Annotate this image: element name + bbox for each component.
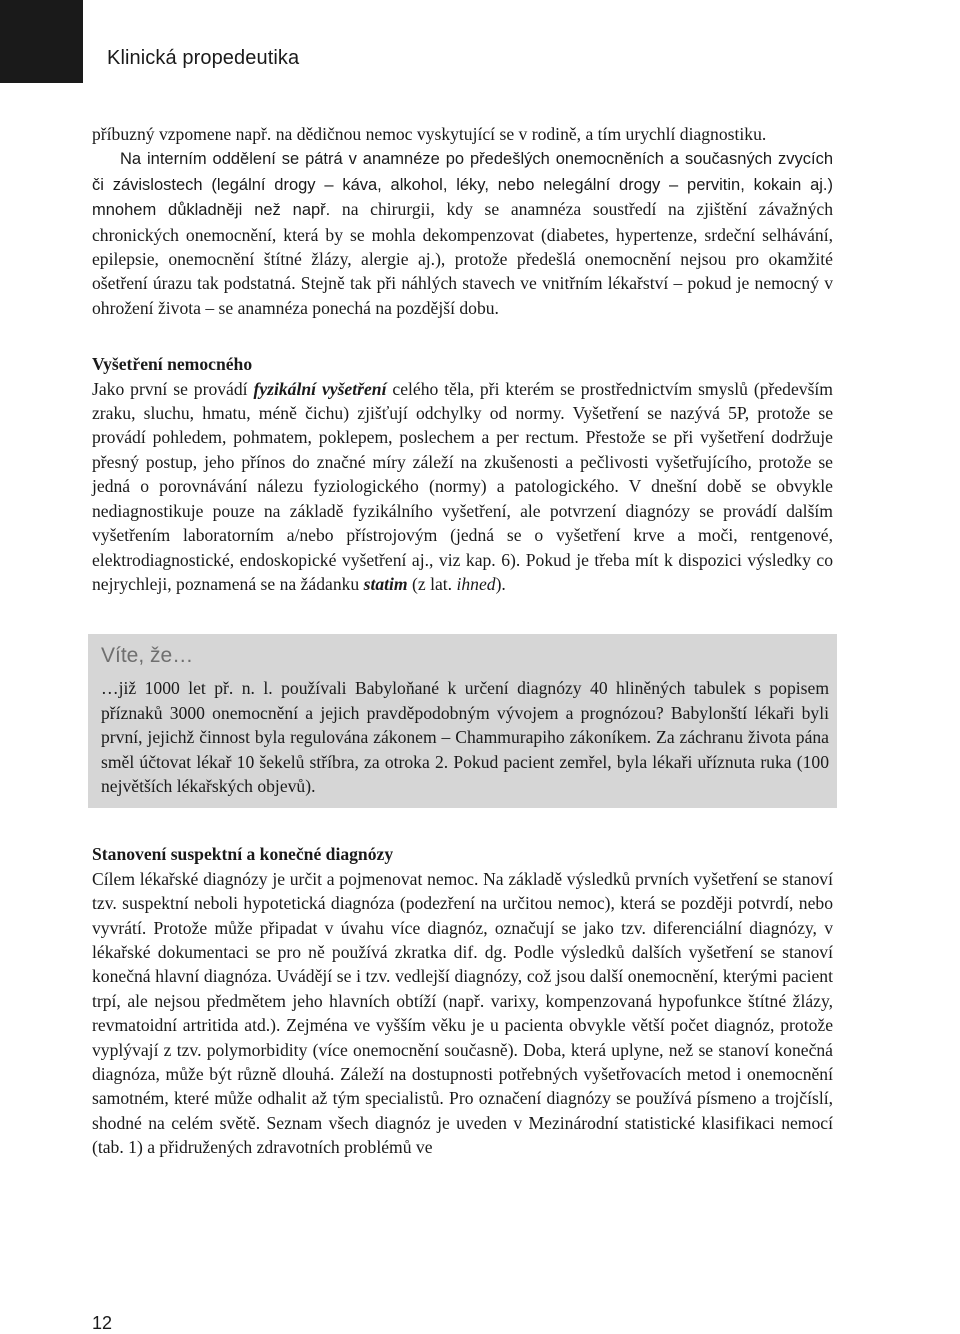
did-you-know-title: Víte, že… [101,644,194,668]
section-heading-diagnosis: Stanovení suspektní a konečné diagnózy [92,844,394,865]
intro-paragraph-2-serif-part: na chirurgii, kdy se anamnéza soustředí na zjištění závažných chronických onemocnění, která by se mohla dekompenzovat (diabetes, hypertenze, srdeční selhávání, epilepsie, onemocnění štítné žlázy, alergie aj.), protože předešlá onemocnění nejsou pro okamžité ošetření úrazu tak podstatná. Stejně tak při náhlých stavech ve vnitřním lékařství – pokud je nemocný v ohrožení života – se anamnéza ponechá na pozdější dobu. [92,199,833,318]
term-physical-exam: fyzikální vyšetření [253,378,387,399]
page-number: 12 [92,1313,113,1333]
intro-paragraph-2-sans-part: Na interním oddělení se pátrá v anamnéze po předešlých onemocněních a současných zvycích či závislostech (legální drogy – káva, alkohol, léky, nebo nelegální drogy – pervitin, kokain aj.) mnohem důkladněji než např. [92,150,833,220]
diagnosis-paragraph: Cílem lékařské diagnózy je určit a pojmenovat nemoc. Na základě výsledků prvních vyšetření se stanoví tzv. suspektní neboli hypotetická diagnóza (podezření na určitou nemoc), která se později potvrdí, nebo vyvrátí. Protože může připadat v úvahu více diagnóz, označují se jako tzv. diferenciální diagnózy, v lékařské dokumentaci se pro ně používá zkratka dif. dg. Podle výsledků dalších vyšetření se stanoví konečná hlavní diagnóza. Uvádějí se i tzv. vedlejší diagnózy, což jsou další onemocnění, kterými pacient trpí, ale nejsou předmětem jeho hlavních obtíží (např. varixy, kompenzovaná hypofunkce štítné žlázy, revmatoidní artritida atd.). Zejména ve vyšším věku je u pacienta obvykle větší počet diagnóz, protože vyplývají z tzv. polymorbidity (více onemocnění současně). Doba, která uplyne, než se stanoví konečná diagnóza, může být různě dlouhá. Záleží na dostupnosti potřebných vyšetřovacích metod i onemocnění samotném, které může odhalit až tým specialistů. Pro označení diagnózy se používá písmeno a trojčíslí, shodné na celém světě. Seznam všech diagnóz je uveden v Mezinárodní statistické klasifikaci nemocí (tab. 1) a přidružených zdravotních problémů ve [92,868,833,1158]
term-statim: statim [363,573,408,594]
section-heading-examination: Vyšetření nemocného [92,354,253,375]
intro-paragraph-1: příbuzný vzpomene např. na dědičnou nemoc vyskytující se v rodině, a tím urychlí diagnostiku. [92,124,767,144]
intro-paragraph-2 [92,146,833,320]
examination-text-3: (z lat. [407,573,457,594]
examination-text-2: celého těla, při kterém se prostřednictvím smyslů (především zraku, sluchu, hmatu, méně čichu) zjišťují odchylky od normy. Vyšetření se nazývá 5P, protože se provádí pohledem, pohmatem, poklepem, poslechem a per rectum. Přestože se při vyšetření dodržuje přesný postup, jeho přínos do značné míry záleží na zkušenosti a pečlivosti vyšetřujícího, protože se jedná o porovnávání nálezu fyziologického (normy) a patologického. V dnešní době se obvykle nediagnostikuje pouze na základě fyzikálního vyšetření, ale potvrzení diagnózy se provádí dalším vyšetřením laboratorním a/nebo přístrojovým (jedná se o vyšetření krve a moči, rentgenové, elektrodiagnostické, endoskopické vyšetření aj., viz kap. 6). Pokud je třeba mít k dispozici výsledky co nejrychleji, poznamená se na žádanku [92,378,833,594]
examination-text-4: ). [495,573,506,594]
examination-paragraph [92,377,833,597]
examination-text-1: Jako první se provádí [92,378,254,399]
running-title: Klinická propedeutika [107,47,300,69]
term-ihned: ihned [456,573,496,594]
did-you-know-text: …již 1000 let př. n. l. používali Babyloňané k určení diagnózy 40 hliněných tabulek s popisem příznaků 3000 onemocnění a jejich pravděpodobným vývojem a prognózou? Babylonští lékaři byli první, jejichž činnost byla regulována zákonem – Chammurapiho zákoníkem. Za záchranu života pána směl účtovat lékař 10 šekelů stříbra, za otroka 2. Pokud pacient zemřel, byla lékaři uříznuta ruka (100 největších lékařských objevů). [101,678,829,796]
page-corner-tab [0,0,83,83]
page-body [92,122,833,1160]
did-you-know-box [88,634,837,808]
